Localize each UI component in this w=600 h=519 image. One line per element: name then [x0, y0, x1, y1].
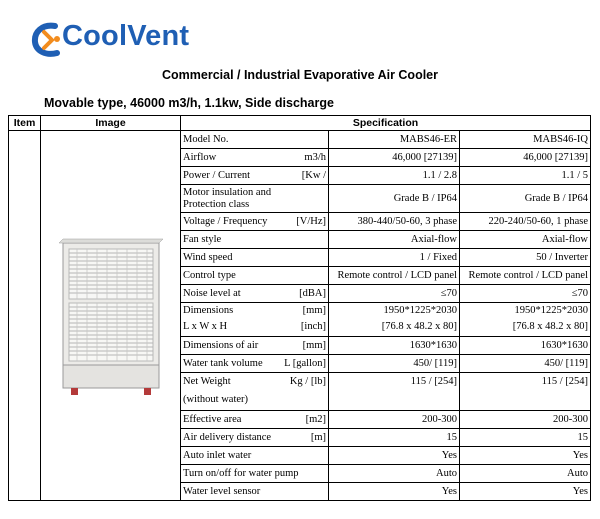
spec-name: Voltage / Frequency: [183, 215, 268, 227]
spec-name: Turn on/off for water pump: [183, 467, 299, 479]
spec-name-cell: [181, 429, 329, 447]
spec-value-er: 380-440/50-60, 3 phase: [329, 213, 460, 231]
spec-unit: [V/Hz]: [296, 215, 326, 227]
spec-name-cell: [181, 483, 329, 501]
image-cell: [41, 131, 181, 501]
spec-name: Water tank volume: [183, 357, 263, 369]
spec-name: Net Weight: [183, 376, 231, 387]
header-image: Image: [41, 116, 181, 131]
brand-logo-icon: [30, 20, 64, 58]
spec-name: Air delivery distance: [183, 431, 272, 443]
spec-value-iq: 450/ [119]: [460, 355, 591, 373]
document-subtitle: Movable type, 46000 m3/h, 1.1kw, Side discharge: [44, 96, 334, 110]
spec-name-cell: [181, 213, 329, 231]
spec-name: Model No.: [183, 133, 229, 145]
spec-unit: [m]: [310, 431, 326, 443]
spec-name-cell: [181, 231, 329, 249]
spec-value-er: Grade B / IP64: [329, 185, 460, 213]
spec-table: [8, 115, 591, 501]
spec-name-cell: [181, 447, 329, 465]
spec-name-line2: (without water): [183, 394, 249, 405]
spec-value-iq: 50 / Inverter: [460, 249, 591, 267]
spec-unit: Kg / [lb]: [289, 376, 326, 387]
spec-value-er: 15: [329, 429, 460, 447]
spec-value-iq: Yes: [460, 483, 591, 501]
spec-value-er: Axial-flow: [329, 231, 460, 249]
spec-value-er: Remote control / LCD panel: [329, 267, 460, 285]
spec-name-line2: Protection class: [183, 198, 250, 210]
spec-unit: [mm]: [302, 339, 326, 351]
spec-unit: L [gallon]: [284, 357, 326, 369]
spec-value-er: 1 / Fixed: [329, 249, 460, 267]
spec-name: Water level sensor: [183, 485, 261, 497]
spec-value-iq: ≤70: [460, 285, 591, 303]
spec-value-iq: 15: [460, 429, 591, 447]
spec-value-iq: 1630*1630: [460, 337, 591, 355]
spec-name: Auto inlet water: [183, 449, 252, 461]
spec-name-cell: [181, 303, 329, 319]
spec-value-er: 1630*1630: [329, 337, 460, 355]
table-row: [9, 131, 591, 149]
spec-name: Effective area: [183, 413, 242, 425]
spec-value-er: 200-300: [329, 411, 460, 429]
spec-value-iq: 1950*1225*2030: [460, 303, 591, 319]
spec-name-cell: [181, 373, 329, 411]
spec-value-er: Yes: [329, 447, 460, 465]
spec-name-cell: [181, 167, 329, 185]
spec-name: Dimensions of air: [183, 339, 259, 351]
spec-name-cell: [181, 185, 329, 213]
document-title: Commercial / Industrial Evaporative Air Cooler: [161, 68, 438, 82]
spec-value-iq: Remote control / LCD panel: [460, 267, 591, 285]
spec-name-cell: [181, 267, 329, 285]
spec-name-cell: [181, 411, 329, 429]
header-item: Item: [9, 116, 41, 131]
spec-value-iq: Axial-flow: [460, 231, 591, 249]
spec-value-er: 450/ [119]: [329, 355, 460, 373]
spec-name: Wind speed: [183, 251, 233, 263]
spec-value-er: 115 / [254]: [329, 373, 460, 411]
spec-unit: [m2]: [305, 413, 326, 425]
spec-name: L x W x H: [183, 321, 228, 333]
spec-value-er: 1.1 / 2.8: [329, 167, 460, 185]
spec-name-cell: [181, 131, 329, 149]
spec-value-iq: Auto: [460, 465, 591, 483]
spec-value-er: MABS46-ER: [329, 131, 460, 149]
item-cell: [9, 131, 41, 501]
spec-value-iq: 46,000 [27139]: [460, 149, 591, 167]
spec-value-er: ≤70: [329, 285, 460, 303]
spec-name: Control type: [183, 269, 236, 281]
spec-name-cell: [181, 249, 329, 267]
table-header-row: [9, 116, 591, 131]
spec-name: Fan style: [183, 233, 222, 245]
air-cooler-image: [41, 231, 181, 401]
spec-name: Power / Current: [183, 169, 251, 181]
spec-name-cell: [181, 319, 329, 337]
spec-value-er: 46,000 [27139]: [329, 149, 460, 167]
brand-logo: [30, 18, 220, 60]
brand-name: CoolVent: [62, 20, 190, 52]
spec-unit: [inch]: [300, 321, 326, 333]
spec-value-iq: [76.8 x 48.2 x 80]: [460, 319, 591, 337]
spec-value-iq: MABS46-IQ: [460, 131, 591, 149]
spec-name-cell: [181, 149, 329, 167]
spec-unit: m3/h: [304, 151, 326, 163]
spec-value-iq: 200-300: [460, 411, 591, 429]
spec-name: Dimensions: [183, 304, 234, 316]
spec-name-cell: [181, 465, 329, 483]
spec-name: Noise level at: [183, 287, 241, 299]
header-spec: Specification: [181, 116, 591, 131]
spec-name-cell: [181, 355, 329, 373]
spec-value-iq: 115 / [254]: [460, 373, 591, 411]
spec-value-er: Yes: [329, 483, 460, 501]
spec-value-er: Auto: [329, 465, 460, 483]
spec-value-er: [76.8 x 48.2 x 80]: [329, 319, 460, 337]
spec-unit: [Kw /: [301, 169, 326, 181]
spec-name-cell: [181, 285, 329, 303]
spec-unit: [dBA]: [299, 287, 326, 299]
spec-value-iq: Grade B / IP64: [460, 185, 591, 213]
spec-name: Airflow: [183, 151, 217, 163]
spec-name: Motor insulation and: [183, 186, 272, 198]
spec-value-iq: 1.1 / 5: [460, 167, 591, 185]
spec-value-er: 1950*1225*2030: [329, 303, 460, 319]
spec-value-iq: 220-240/50-60, 1 phase: [460, 213, 591, 231]
spec-value-iq: Yes: [460, 447, 591, 465]
spec-name-cell: [181, 337, 329, 355]
spec-unit: [mm]: [302, 304, 326, 316]
